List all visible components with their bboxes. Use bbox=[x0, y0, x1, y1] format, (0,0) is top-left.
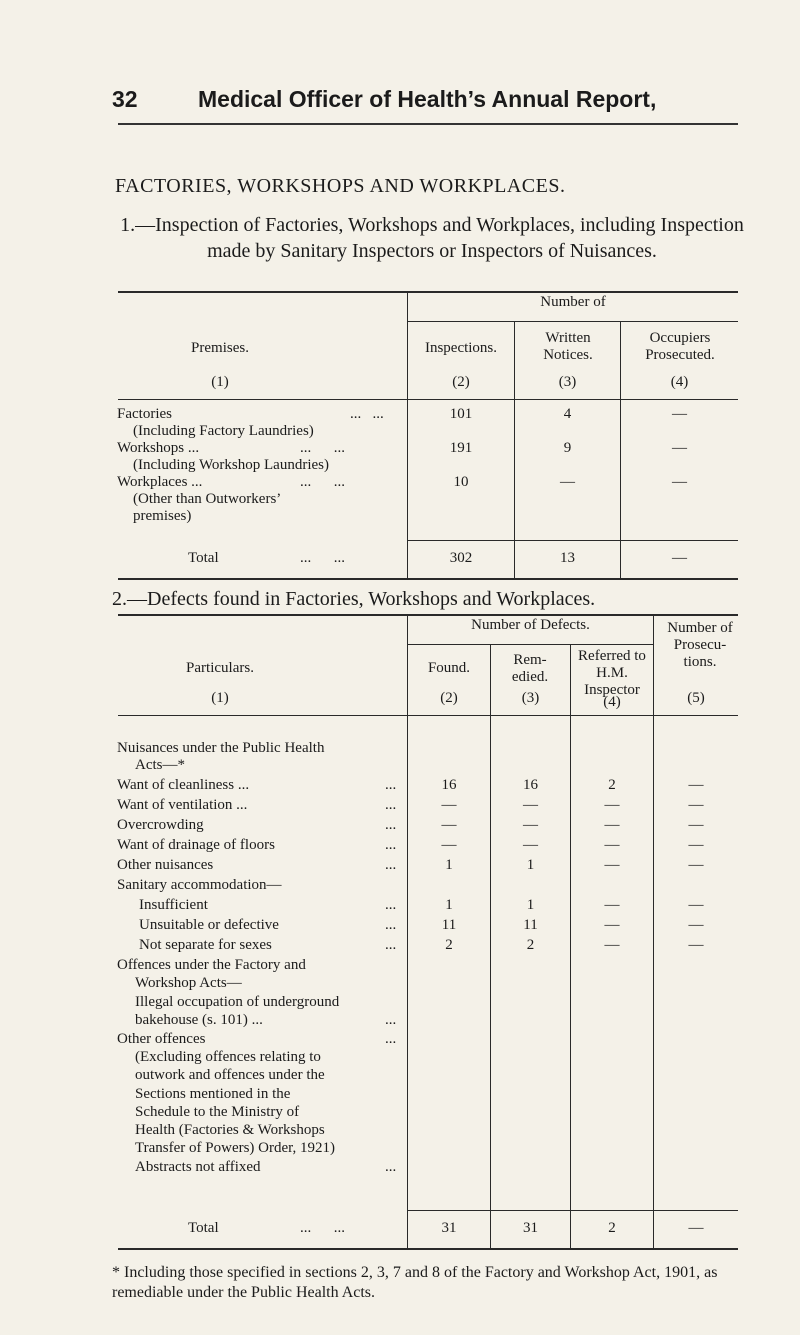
table2-cell: — bbox=[523, 837, 538, 853]
table2-bottom-rule bbox=[118, 1248, 738, 1250]
table2-row-label: (Excluding offences relating to bbox=[135, 1049, 321, 1065]
table1-top-rule bbox=[118, 291, 738, 293]
table2-cell: — bbox=[604, 897, 620, 913]
table2-row-label: Offences under the Factory and bbox=[117, 957, 306, 973]
table2-row-label: Illegal occupation of underground bbox=[135, 994, 340, 1010]
table2-row-label: Want of cleanliness ... bbox=[117, 777, 250, 793]
table2-row-label: Insufficient bbox=[139, 897, 208, 913]
table2-cell: — bbox=[604, 917, 620, 933]
table2-cell: — bbox=[688, 777, 704, 793]
table2-col-number: (1) bbox=[211, 690, 229, 706]
table1-group-rule bbox=[408, 321, 738, 322]
table2-cell: — bbox=[604, 837, 620, 853]
leader-dots: ... bbox=[385, 837, 397, 853]
table1-total-label: Total bbox=[188, 550, 219, 566]
table1-total-cell: — bbox=[672, 550, 687, 566]
table2-row-label: bakehouse (s. 101) ... bbox=[135, 1012, 263, 1028]
table1-cell: 101 bbox=[449, 406, 473, 422]
table2-col-found: Found. bbox=[427, 660, 471, 676]
table2-row-label: Abstracts not affixed bbox=[135, 1159, 261, 1175]
table1-cell: — bbox=[672, 406, 687, 422]
table2-row-label: Nuisances under the Public Health bbox=[117, 740, 325, 756]
table2-cell: — bbox=[604, 817, 620, 833]
table2-total-cell: 31 bbox=[523, 1220, 538, 1236]
leader-dots: ... bbox=[385, 797, 397, 813]
table2-total-cell: — bbox=[688, 1220, 704, 1236]
leader-dots: ... ... bbox=[350, 406, 384, 422]
table2-col-referred: Referred to H.M. Inspector bbox=[578, 648, 646, 698]
table2-row-label: outwork and offences under the bbox=[135, 1067, 325, 1083]
table2-cell: 1 bbox=[526, 897, 535, 913]
table2-col-remedied: Rem- edied. bbox=[511, 652, 549, 685]
table2-row-label: Want of ventilation ... bbox=[117, 797, 248, 813]
table2-row-label: Other nuisances bbox=[117, 857, 214, 873]
table1-cell: 4 bbox=[563, 406, 572, 422]
table2-cell: — bbox=[441, 817, 457, 833]
table1-row-note: (Other than Outworkers’ bbox=[133, 491, 282, 507]
table2-header-rule bbox=[118, 715, 738, 716]
leader-dots: ... bbox=[385, 1159, 397, 1175]
table2-row-label: Want of drainage of floors bbox=[117, 837, 275, 853]
leader-dots: ... bbox=[385, 897, 397, 913]
table2-caption: 2.—Defects found in Factories, Workshops and Workplaces. bbox=[112, 588, 596, 610]
leader-dots: ... bbox=[385, 817, 397, 833]
table2-cell: — bbox=[604, 797, 620, 813]
table2-cell: — bbox=[441, 837, 457, 853]
table2-row-label: Health (Factories & Workshops bbox=[135, 1122, 325, 1138]
table2-total-cell: 2 bbox=[608, 1220, 616, 1236]
table2-row-label: Other offences bbox=[117, 1031, 206, 1047]
table2-cell: — bbox=[688, 917, 704, 933]
table1-group-header: Number of bbox=[540, 294, 606, 310]
leader-dots: ... bbox=[385, 1031, 397, 1047]
running-header: Medical Officer of Health’s Annual Report, bbox=[198, 86, 657, 112]
leader-dots: ... bbox=[385, 917, 397, 933]
table2-cell: — bbox=[688, 797, 704, 813]
leader-dots: ... ... bbox=[300, 550, 345, 566]
table1-caption: 1.—Inspection of Factories, Workshops and Workplaces, including Inspection made by Sanitary Inspectors or Inspectors of Nuisances. bbox=[120, 214, 744, 262]
table2-top-rule bbox=[118, 614, 738, 616]
leader-dots: ... bbox=[385, 937, 397, 953]
table2-col-number: (4) bbox=[603, 694, 621, 710]
table2-cell: — bbox=[523, 817, 538, 833]
table1-col-prosecuted: Occupiers Prosecuted. bbox=[645, 330, 715, 363]
table1-col-notices: Written Notices. bbox=[543, 330, 593, 363]
table2-cell: — bbox=[688, 817, 704, 833]
table2-row-label: Acts—* bbox=[135, 757, 185, 773]
table2-col-prosecutions: Number of Prosecu- tions. bbox=[667, 620, 733, 670]
table2-cell: 2 bbox=[445, 937, 453, 953]
table2-cell: — bbox=[688, 857, 704, 873]
table2-total-rule bbox=[408, 1210, 738, 1211]
table1-row-note: (Including Factory Laundries) bbox=[133, 423, 314, 439]
table1-cell: 9 bbox=[563, 440, 572, 456]
table2-cell: 16 bbox=[523, 777, 538, 793]
table2-group-rule bbox=[408, 644, 653, 645]
table2-cell: — bbox=[441, 797, 457, 813]
footnote: * Including those specified in sections 2, 3, 7 and 8 of the Factory and Workshop Act, 1901, as remediable under the Public Health Acts. bbox=[112, 1264, 718, 1301]
leader-dots: ... ... bbox=[300, 1220, 345, 1236]
table2-row-label: Schedule to the Ministry of bbox=[135, 1104, 300, 1120]
table2-row-label: Transfer of Powers) Order, 1921) bbox=[135, 1140, 336, 1156]
table1-col-premises: Premises. bbox=[191, 340, 249, 356]
table1-cell: — bbox=[672, 440, 687, 456]
table2-cell: 11 bbox=[441, 917, 457, 933]
table1-row-label: Workshops ... bbox=[117, 440, 200, 456]
table2-col-number: (3) bbox=[521, 690, 540, 706]
table2-cell: 2 bbox=[608, 777, 616, 793]
table1-row-label: Factories bbox=[117, 406, 172, 422]
leader-dots: ... bbox=[385, 857, 397, 873]
table2-cell: — bbox=[604, 937, 620, 953]
table1-col-divider bbox=[407, 292, 408, 579]
header-rule bbox=[118, 123, 738, 125]
table1-header-rule bbox=[118, 399, 738, 400]
table1-col-inspections: Inspections. bbox=[424, 340, 498, 356]
table1-col-number: (2) bbox=[452, 374, 470, 390]
table2-row-label: Sections mentioned in the bbox=[135, 1086, 291, 1102]
table1-cell: — bbox=[672, 474, 687, 490]
table2-cell: 11 bbox=[523, 917, 538, 933]
table2-cell: 16 bbox=[441, 777, 457, 793]
table1-row-label: Workplaces ... bbox=[117, 474, 203, 490]
table2-row-label: Overcrowding bbox=[117, 817, 204, 833]
table2-row-label: Workshop Acts— bbox=[135, 975, 242, 991]
table2-total-cell: 31 bbox=[441, 1220, 457, 1236]
table2-col-particulars: Particulars. bbox=[186, 660, 254, 676]
table2-cell: — bbox=[688, 897, 704, 913]
leader-dots: ... bbox=[385, 777, 397, 793]
table2-col-number: (2) bbox=[440, 690, 458, 706]
table1-bottom-rule bbox=[118, 578, 738, 580]
table1-cell: 10 bbox=[453, 474, 469, 490]
leader-dots: ... ... bbox=[300, 440, 345, 456]
table1-cell: — bbox=[560, 474, 575, 490]
leader-dots: ... bbox=[385, 1012, 397, 1028]
table1-total-cell: 13 bbox=[560, 550, 575, 566]
table2-cell: 2 bbox=[526, 937, 535, 953]
table2-col-number: (5) bbox=[687, 690, 705, 706]
table2-row-label: Not separate for sexes bbox=[139, 937, 272, 953]
table2-row-label: Unsuitable or defective bbox=[139, 917, 279, 933]
table1-row-note: premises) bbox=[133, 508, 192, 524]
table1-cell: 191 bbox=[449, 440, 473, 456]
page-number: 32 bbox=[112, 86, 138, 112]
table1-col-number: (3) bbox=[558, 374, 577, 390]
table2-cell: 1 bbox=[445, 897, 453, 913]
table1-total-cell: 302 bbox=[449, 550, 473, 566]
table2-cell: — bbox=[688, 837, 704, 853]
table2-cell: 1 bbox=[445, 857, 453, 873]
table2-cell: — bbox=[604, 857, 620, 873]
table2-cell: — bbox=[688, 937, 704, 953]
table2-group-header: Number of Defects. bbox=[471, 617, 590, 633]
table1-row-note: (Including Workshop Laundries) bbox=[133, 457, 329, 473]
table2-cell: 1 bbox=[526, 857, 535, 873]
table1-col-number: (1) bbox=[211, 374, 229, 390]
leader-dots: ... ... bbox=[300, 474, 345, 490]
table1-col-number: (4) bbox=[670, 374, 689, 390]
table2-row-label: Sanitary accommodation— bbox=[117, 877, 282, 893]
table2-total-label: Total bbox=[188, 1220, 219, 1236]
table1-total-rule bbox=[408, 540, 738, 541]
section-title: FACTORIES, WORKSHOPS AND WORKPLACES. bbox=[115, 175, 566, 197]
table2-cell: — bbox=[523, 797, 538, 813]
